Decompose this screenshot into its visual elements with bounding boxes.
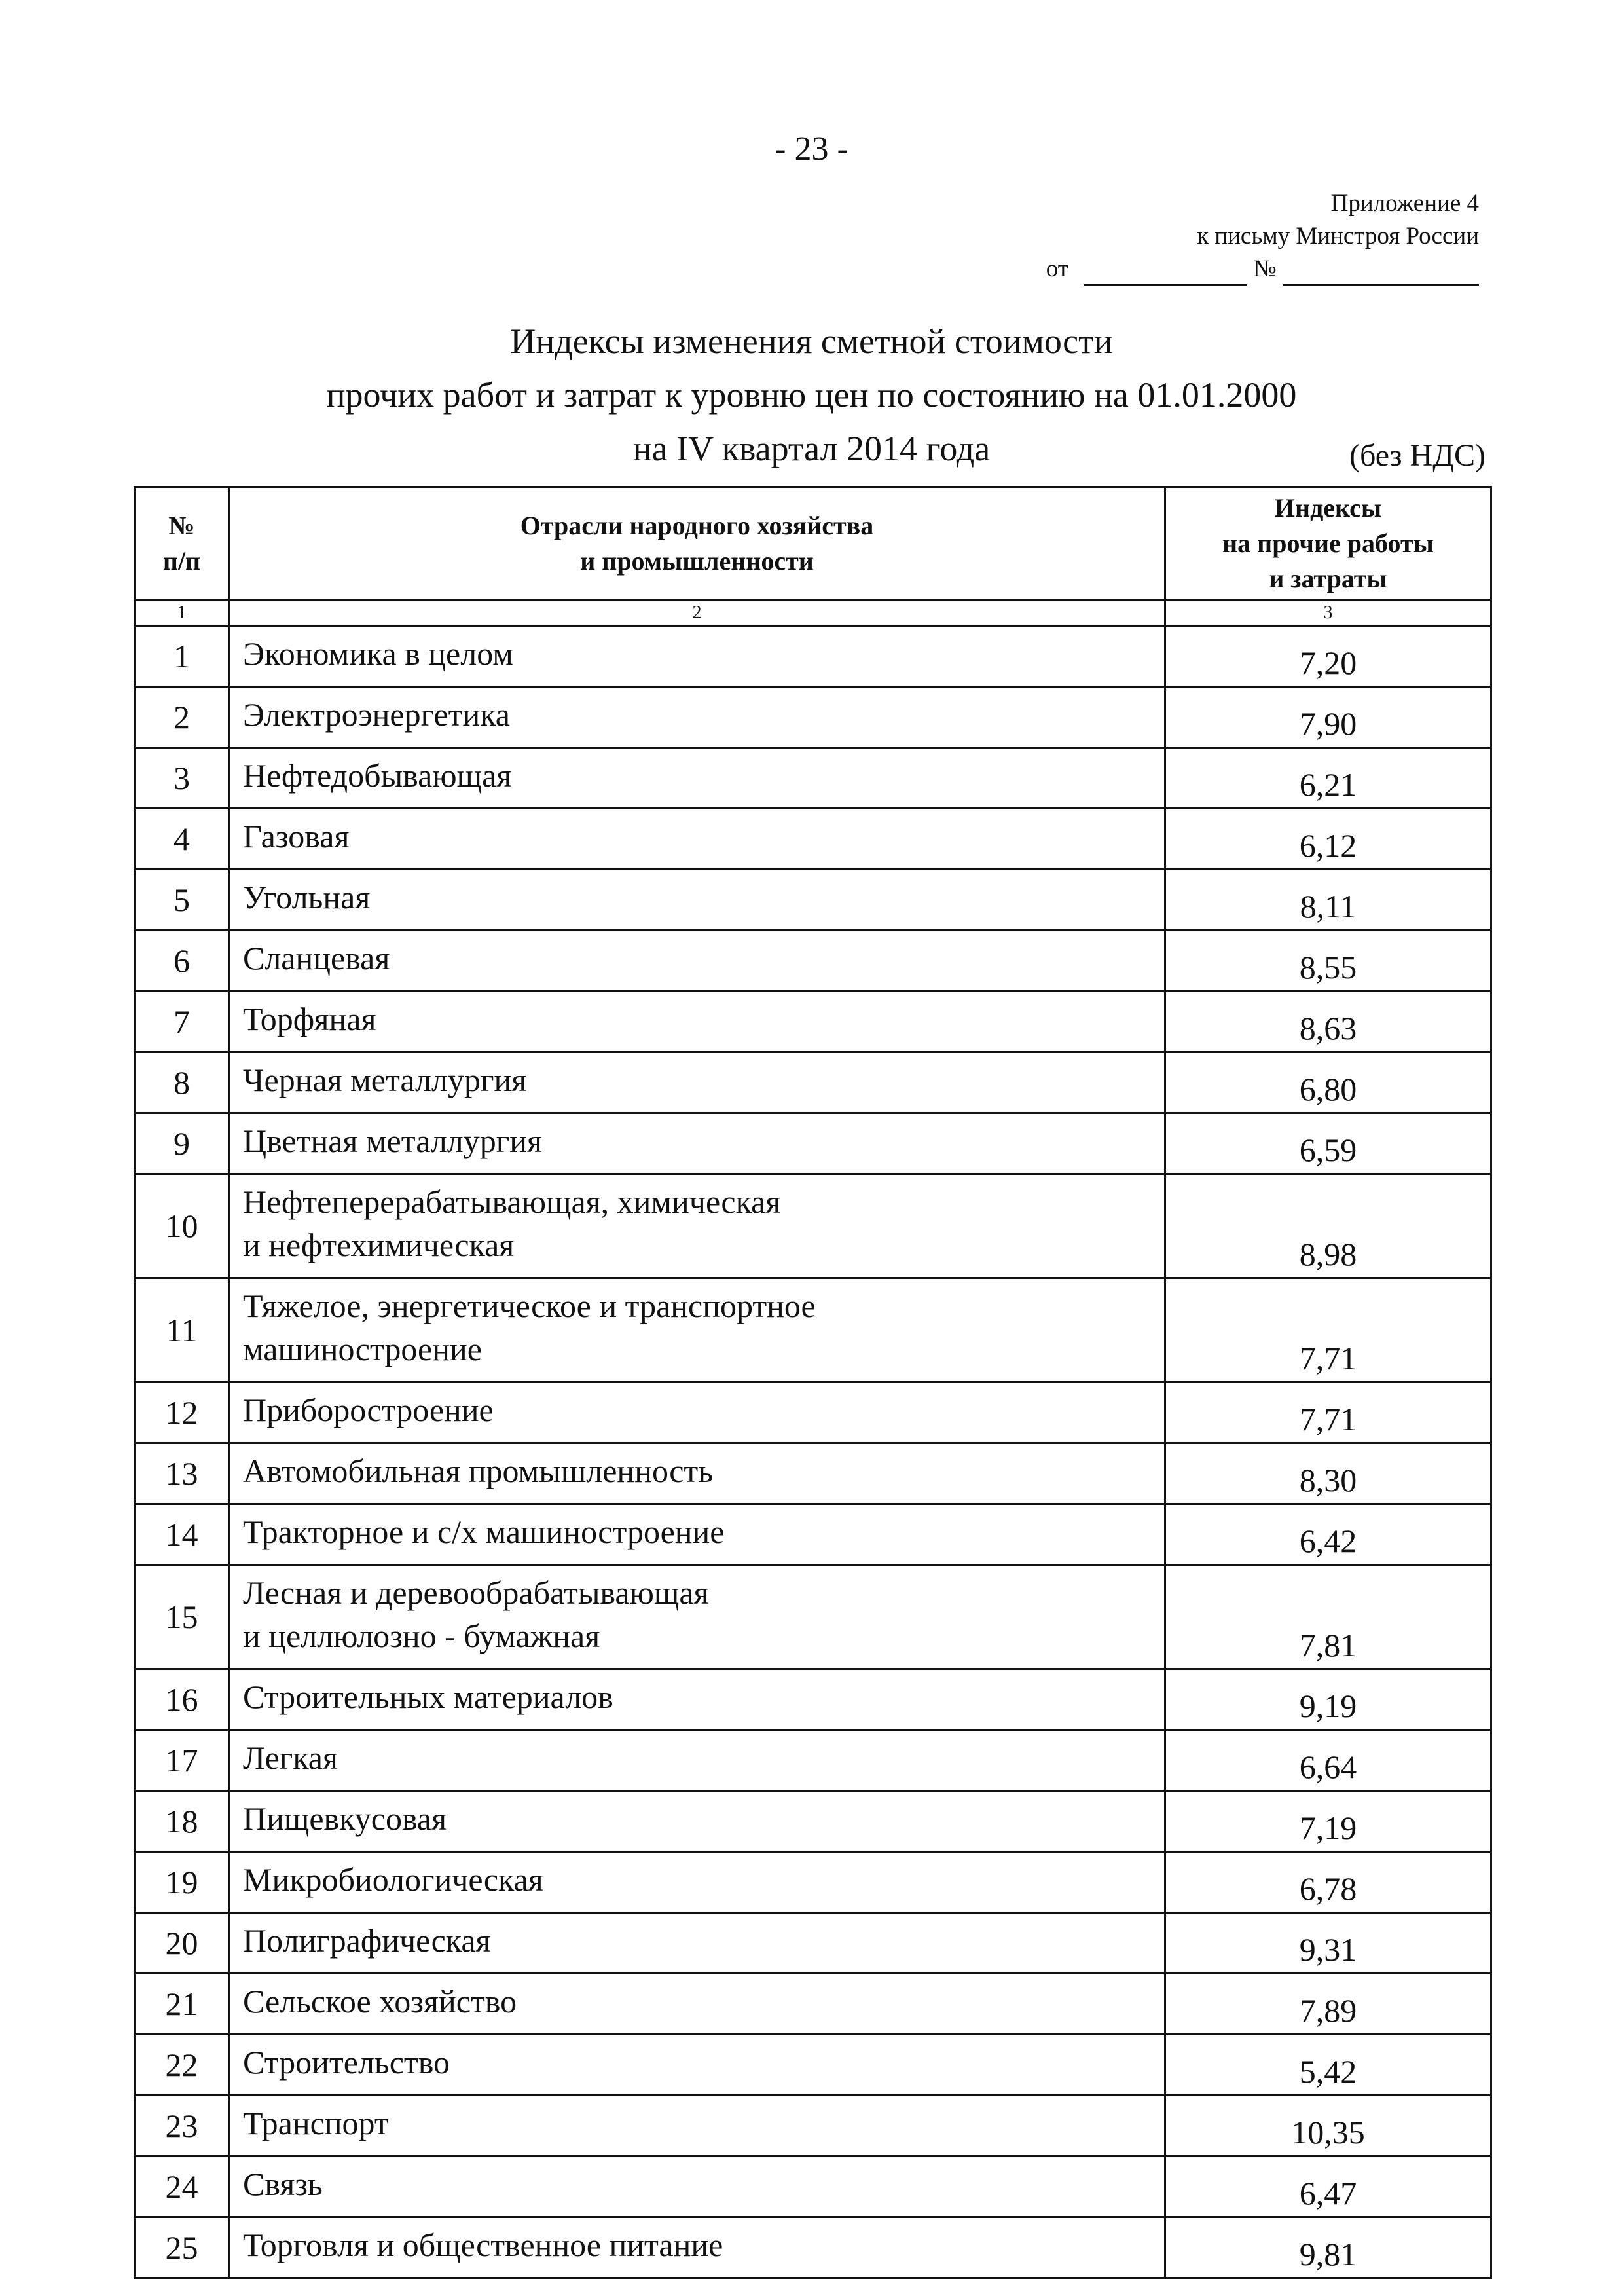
row-number: 19 xyxy=(135,1852,229,1913)
industry-name: Легкая xyxy=(229,1730,1165,1791)
row-number: 1 xyxy=(135,626,229,687)
index-value: 6,64 xyxy=(1165,1730,1491,1791)
industry-name: Тракторное и с/х машиностроение xyxy=(229,1504,1165,1565)
appendix-title: Приложение 4 xyxy=(1330,190,1479,217)
row-number: 20 xyxy=(135,1913,229,1974)
industry-name: Торговля и общественное питание xyxy=(229,2217,1165,2278)
column-number-1: 1 xyxy=(135,601,229,626)
industry-name: Нефтеперерабатывающая, химическая и нефтехимическая xyxy=(229,1174,1165,1278)
row-number: 7 xyxy=(135,991,229,1052)
index-value: 9,19 xyxy=(1165,1669,1491,1730)
industry-name: Полиграфическая xyxy=(229,1913,1165,1974)
index-value: 8,98 xyxy=(1165,1174,1491,1278)
index-value: 9,81 xyxy=(1165,2217,1491,2278)
index-value: 10,35 xyxy=(1165,2096,1491,2157)
date-blank xyxy=(1084,259,1247,286)
index-value: 7,90 xyxy=(1165,687,1491,748)
row-number: 14 xyxy=(135,1504,229,1565)
industry-name: Приборостроение xyxy=(229,1382,1165,1443)
industry-name: Тяжелое, энергетическое и транспортное машиностроение xyxy=(229,1278,1165,1382)
index-value: 7,81 xyxy=(1165,1565,1491,1669)
header-industry: Отрасли народного хозяйства и промышленности xyxy=(229,487,1165,601)
table-row xyxy=(135,1974,1491,2035)
from-label: от xyxy=(1046,255,1068,282)
table-row xyxy=(135,1913,1491,1974)
table-row xyxy=(135,870,1491,931)
index-table xyxy=(134,486,1492,2279)
table-row xyxy=(135,1174,1491,1278)
industry-name: Нефтедобывающая xyxy=(229,748,1165,809)
table-row xyxy=(135,1504,1491,1565)
index-value: 7,20 xyxy=(1165,626,1491,687)
title-line-3: на IV квартал 2014 года xyxy=(632,429,991,468)
industry-name: Газовая xyxy=(229,809,1165,870)
page-number: - 23 - xyxy=(775,130,848,168)
table-row xyxy=(135,1113,1491,1174)
row-number: 6 xyxy=(135,931,229,991)
industry-name: Микробиологическая xyxy=(229,1852,1165,1913)
row-number: 12 xyxy=(135,1382,229,1443)
row-number: 9 xyxy=(135,1113,229,1174)
index-value: 5,42 xyxy=(1165,2035,1491,2096)
row-number: 21 xyxy=(135,1974,229,2035)
industry-name: Лесная и деревообрабатывающая и целлюлозно - бумажная xyxy=(229,1565,1165,1669)
row-number: 24 xyxy=(135,2157,229,2217)
table-row xyxy=(135,931,1491,991)
index-value: 8,11 xyxy=(1165,870,1491,931)
header-index: Индексы на прочие работы и затраты xyxy=(1165,487,1491,601)
index-value: 8,30 xyxy=(1165,1443,1491,1504)
industry-name: Связь xyxy=(229,2157,1165,2217)
header-number: № п/п xyxy=(135,487,229,601)
table-row xyxy=(135,1852,1491,1913)
number-label: № xyxy=(1253,255,1277,282)
row-number: 11 xyxy=(135,1278,229,1382)
appendix-block xyxy=(1046,187,1479,286)
column-number-2: 2 xyxy=(229,601,1165,626)
industry-name: Сельское хозяйство xyxy=(229,1974,1165,2035)
table-row xyxy=(135,2096,1491,2157)
table-row xyxy=(135,687,1491,748)
industry-name: Пищевкусовая xyxy=(229,1791,1165,1852)
vat-note: (без НДС) xyxy=(1349,438,1486,473)
index-value: 7,89 xyxy=(1165,1974,1491,2035)
row-number: 13 xyxy=(135,1443,229,1504)
row-number: 8 xyxy=(135,1052,229,1113)
table-row xyxy=(135,1052,1491,1113)
row-number: 5 xyxy=(135,870,229,931)
row-number: 23 xyxy=(135,2096,229,2157)
index-value: 7,19 xyxy=(1165,1791,1491,1852)
table-row xyxy=(135,809,1491,870)
row-number: 15 xyxy=(135,1565,229,1669)
industry-name: Строительство xyxy=(229,2035,1165,2096)
row-number: 17 xyxy=(135,1730,229,1791)
index-value: 6,59 xyxy=(1165,1113,1491,1174)
table-row xyxy=(135,2157,1491,2217)
index-value: 8,63 xyxy=(1165,991,1491,1052)
table-row xyxy=(135,1669,1491,1730)
table-row xyxy=(135,1565,1491,1669)
index-value: 7,71 xyxy=(1165,1382,1491,1443)
industry-name: Цветная металлургия xyxy=(229,1113,1165,1174)
industry-name: Строительных материалов xyxy=(229,1669,1165,1730)
row-number: 4 xyxy=(135,809,229,870)
index-value: 8,55 xyxy=(1165,931,1491,991)
column-number-3: 3 xyxy=(1165,601,1491,626)
row-number: 18 xyxy=(135,1791,229,1852)
table-row xyxy=(135,748,1491,809)
industry-name: Электроэнергетика xyxy=(229,687,1165,748)
row-number: 25 xyxy=(135,2217,229,2278)
table-row xyxy=(135,2217,1491,2278)
index-value: 7,71 xyxy=(1165,1278,1491,1382)
column-numbers-row xyxy=(135,601,1491,626)
number-blank xyxy=(1283,259,1479,286)
index-value: 6,42 xyxy=(1165,1504,1491,1565)
table-row xyxy=(135,1382,1491,1443)
title-line-1: Индексы изменения сметной стоимости xyxy=(510,322,1113,361)
table-row xyxy=(135,1730,1491,1791)
index-value: 6,12 xyxy=(1165,809,1491,870)
row-number: 3 xyxy=(135,748,229,809)
appendix-letter-ref: к письму Минстроя России xyxy=(1197,223,1479,250)
industry-name: Угольная xyxy=(229,870,1165,931)
industry-name: Транспорт xyxy=(229,2096,1165,2157)
table-row xyxy=(135,626,1491,687)
title-line-2: прочих работ и затрат к уровню цен по состоянию на 01.01.2000 xyxy=(326,375,1297,415)
index-value: 6,80 xyxy=(1165,1052,1491,1113)
industry-name: Торфяная xyxy=(229,991,1165,1052)
index-value: 9,31 xyxy=(1165,1913,1491,1974)
row-number: 22 xyxy=(135,2035,229,2096)
industry-name: Автомобильная промышленность xyxy=(229,1443,1165,1504)
table-row xyxy=(135,1791,1491,1852)
table-row xyxy=(135,1278,1491,1382)
row-number: 10 xyxy=(135,1174,229,1278)
appendix-date-number-line xyxy=(1046,253,1479,286)
industry-name: Сланцевая xyxy=(229,931,1165,991)
industry-name: Экономика в целом xyxy=(229,626,1165,687)
index-value: 6,78 xyxy=(1165,1852,1491,1913)
row-number: 16 xyxy=(135,1669,229,1730)
table-row xyxy=(135,2035,1491,2096)
index-value: 6,47 xyxy=(1165,2157,1491,2217)
table-header-row xyxy=(135,487,1491,601)
table-row xyxy=(135,991,1491,1052)
index-value: 6,21 xyxy=(1165,748,1491,809)
table-row xyxy=(135,1443,1491,1504)
row-number: 2 xyxy=(135,687,229,748)
industry-name: Черная металлургия xyxy=(229,1052,1165,1113)
